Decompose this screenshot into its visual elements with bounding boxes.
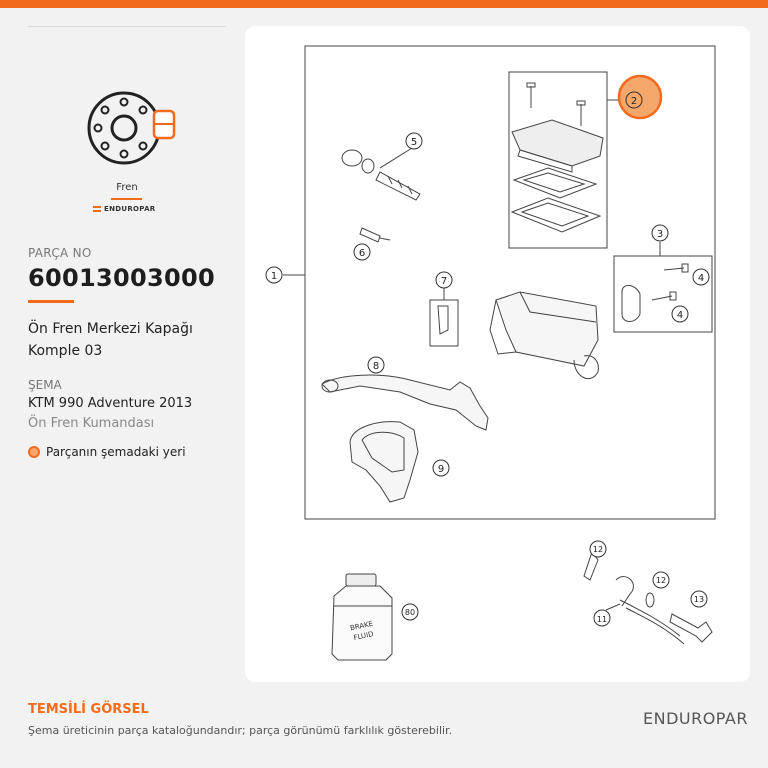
callout-label[interactable]: 9	[437, 464, 445, 475]
highlight-marker[interactable]	[619, 76, 661, 118]
callout-label[interactable]: 6	[358, 248, 366, 259]
callout-label[interactable]: 4	[676, 310, 684, 321]
location-legend	[28, 445, 186, 459]
bottle-label-line1: BRAKE	[349, 619, 374, 633]
part-number: 60013003000	[28, 264, 215, 292]
clamp-group-box	[614, 256, 712, 332]
callout-label[interactable]: 12	[592, 545, 604, 554]
switch-group-box	[430, 300, 458, 346]
schema-label: ŞEMA	[28, 378, 62, 392]
callout-label-highlighted[interactable]: 2	[630, 96, 638, 107]
footer-title: TEMSİLİ GÖRSEL	[28, 702, 149, 717]
footer-note: Şema üreticinin parça kataloğundandır; parça görünümü farklılık gösterebilir.	[28, 724, 453, 737]
part-info-sidebar	[0, 8, 245, 698]
bottle-label-line2: FLUID	[352, 630, 375, 643]
schema-section: Ön Fren Kumandası	[28, 416, 155, 431]
part-name: Ön Fren Merkezi Kapağı Komple 03	[28, 321, 193, 359]
part-number-underline	[28, 300, 74, 303]
callout-label[interactable]: 4	[697, 273, 705, 284]
divider	[28, 26, 226, 27]
callout-label[interactable]: 1	[270, 271, 278, 282]
callout-label[interactable]: 8	[372, 361, 380, 372]
callout-label[interactable]: 11	[596, 615, 608, 624]
callout-label[interactable]: 7	[440, 276, 448, 287]
schema-model: KTM 990 Adventure 2013	[28, 396, 193, 411]
part-number-label: PARÇA NO	[28, 246, 92, 260]
brand-mark-icon	[93, 206, 101, 212]
highlight-dot-icon	[28, 446, 40, 458]
callout-label[interactable]: 5	[410, 137, 418, 148]
callout-label[interactable]: 12	[655, 576, 667, 585]
top-accent-bar	[0, 0, 768, 8]
callout-label[interactable]: 3	[656, 229, 664, 240]
brake-disc-icon[interactable]	[84, 88, 180, 168]
footer-brand-logo: ENDUROPAR	[642, 709, 748, 728]
exploded-diagram-panel	[245, 26, 750, 682]
legend-text: Parçanın şemadaki yeri	[46, 445, 186, 459]
category-label[interactable]: Fren	[116, 182, 138, 193]
category-underline	[111, 198, 142, 200]
brand-logo-text: ENDUROPAR	[104, 205, 156, 213]
callout-label[interactable]: 13	[693, 595, 705, 604]
exploded-diagram	[245, 26, 750, 682]
callout-label[interactable]: 80	[404, 608, 416, 617]
brand-logo-small	[93, 205, 155, 213]
